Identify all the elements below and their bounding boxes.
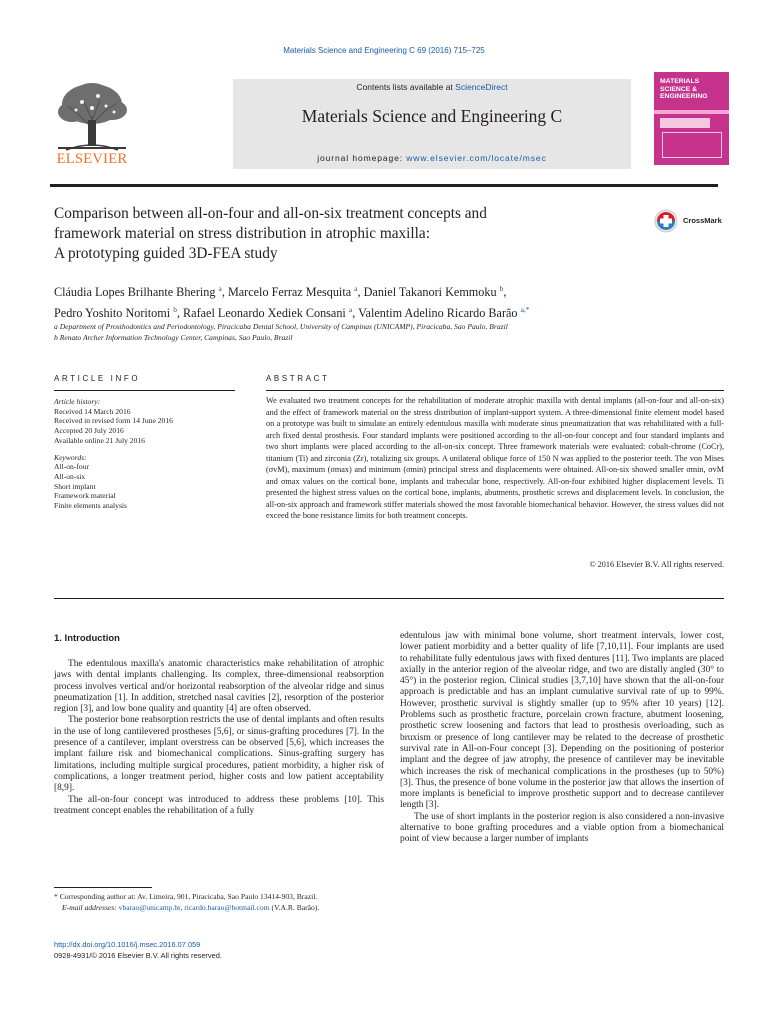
body-left-column xyxy=(54,659,384,817)
history-item: Received in revised form 14 June 2016 xyxy=(54,416,173,426)
abstract-bottom-rule xyxy=(54,598,724,599)
homepage-link[interactable]: www.elsevier.com/locate/msec xyxy=(406,153,547,163)
journal-reference[interactable]: Materials Science and Engineering C 69 (2016) 715–725 xyxy=(283,46,485,55)
author-separator: , xyxy=(352,306,359,321)
affiliations xyxy=(54,322,714,343)
keyword-item: All-on-six xyxy=(54,471,86,481)
email-link-2[interactable]: ricardo.barao@hotmail.com xyxy=(184,902,270,912)
author-name[interactable]: Valentim Adelino Ricardo Barão xyxy=(358,306,518,321)
author-affiliation-mark[interactable]: a,* xyxy=(520,305,530,315)
issn-copyright: 0928-4931/© 2016 Elsevier B.V. All rights reserved. xyxy=(54,950,222,960)
body-paragraph: The use of short implants in the posterior region is also considered a non-invasive alternative to bone grafting procedures and a viable option from a biomechanical point of view because a larger number of implants xyxy=(400,811,724,845)
author-name[interactable]: Cláudia Lopes Brilhante Bhering xyxy=(54,285,216,300)
journal-title: Materials Science and Engineering C xyxy=(301,106,563,126)
affiliation-item xyxy=(54,322,714,333)
author-affiliation-mark[interactable]: a xyxy=(348,305,353,315)
author-name[interactable]: Daniel Takanori Kemmoku xyxy=(363,285,497,300)
author-name[interactable]: Pedro Yoshito Noritomi xyxy=(54,306,171,321)
author-name[interactable]: Marcelo Ferraz Mesquita xyxy=(227,285,352,300)
elsevier-wordmark: ELSEVIER xyxy=(56,151,128,167)
abstract-copyright: © 2016 Elsevier B.V. All rights reserved. xyxy=(589,560,724,569)
cover-stripe xyxy=(654,110,729,114)
body-paragraph: The posterior bone reabsorption restricts the use of dental implants and often results in the use of long cantilevered prostheses [5,6], or sinus-grafting procedures [7]. In the presence of a cantilever, implant overstress can be observed [5,6], which increases the implant failure risk and biomechanical complications. Sinus-grafting surgery has limitations, including multiple surgical procedures, patient morbidity, a higher risk of complications, a longer treatment period, higher costs and low patient acceptability [8,9]. xyxy=(54,715,384,794)
introduction-heading: 1. Introduction xyxy=(54,633,120,644)
title-line-3: A prototyping guided 3D-FEA study xyxy=(54,245,278,262)
header-rule xyxy=(50,184,718,187)
journal-homepage xyxy=(233,153,631,163)
author-separator: , xyxy=(176,306,184,321)
journal-cover-thumbnail[interactable] xyxy=(654,72,729,165)
cover-subtitle-block xyxy=(660,118,710,128)
history-item: Received 14 March 2016 xyxy=(54,406,131,416)
footnote-rule xyxy=(54,887,152,888)
affiliation-text: Department of Prosthodontics and Periodontology, Piracicaba Dental School, University of Campinas (UNICAMP), Piracicaba, Sao Paulo, Brazil xyxy=(59,322,508,331)
doi-link[interactable]: http://dx.doi.org/10.1016/j.msec.2016.07.059 xyxy=(54,940,201,949)
email-label: E-mail addresses: xyxy=(62,902,117,912)
history-item: Accepted 20 July 2016 xyxy=(54,426,124,436)
author-separator: , xyxy=(221,285,228,300)
paper-title xyxy=(54,204,654,264)
title-line-1: Comparison between all-on-four and all-on-six treatment concepts and xyxy=(54,205,487,222)
keyword-item: All-on-four xyxy=(54,462,90,472)
email-link-1[interactable]: vbarao@unicamp.br xyxy=(118,902,181,912)
author-affiliation-mark[interactable]: a xyxy=(354,284,358,293)
author-affiliation-mark[interactable]: b xyxy=(173,305,177,315)
body-paragraph: The all-on-four concept was introduced to address these problems [10]. This treatment concept enables the rehabilitation of a fully xyxy=(54,794,384,816)
title-line-2: framework material on stress distribution in atrophic maxilla: xyxy=(54,225,430,242)
corresponding-author-text: Corresponding author at: Av. Limeira, 901, Piracicaba, Sao Paulo 13414-903, Brazil. xyxy=(59,892,318,901)
abstract-heading: ABSTRACT xyxy=(266,374,330,383)
body-paragraph: The edentulous maxilla's anatomic characteristics make rehabilitation of atrophic jaws with dental implants challenging. Its complex, three-dimensional reabsorption process involves vertical and/or horizontal reabsorption of the alveolar ridge and sinus pneumatization [1]. In addition, stretched nasal cavities [2], resorption of the posterior region [3], and low bone quality and quantity [4] are often observed. xyxy=(54,659,384,715)
affiliation-mark: b xyxy=(54,332,58,342)
cover-title: MATERIALS SCIENCE & ENGINEERING xyxy=(660,78,708,101)
author-name[interactable]: Rafael Leonardo Xediek Consani xyxy=(183,306,346,321)
corresponding-author-footnote: * Corresponding author at: Av. Limeira, 901, Piracicaba, Sao Paulo 13414-903, Brazil. E-mail addresses: vbarao@unicamp.br, ricardo.barao@hotmail.com (V.A.R. Barão). xyxy=(54,892,320,912)
homepage-prefix: journal homepage: xyxy=(317,153,407,163)
keyword-item: Finite elements analysis xyxy=(54,501,127,511)
keyword-item: Framework material xyxy=(54,491,116,501)
author-affiliation-mark[interactable]: a xyxy=(218,284,222,293)
crossmark-label[interactable]: CrossMark xyxy=(683,216,722,225)
author-separator: , xyxy=(503,285,507,300)
abstract-rule xyxy=(266,390,724,391)
doi-block xyxy=(54,940,384,961)
body-paragraph: edentulous jaw with minimal bone volume, short treatment intervals, lower cost, lower patient morbidity and a better quality of life [7,10,11]. Four implants are used to rehabilitate fully edentulous jaws with fixed dentures [11]. Two implants are placed axially in the anterior region of the alveolar ridge, and two are distally angled (30° to 45°) in the posterior region. Clinical studies [3,7,10] have shown that the all-on-four approach is predictable and has an implant cumulative survival rate of up to 99%. However, prosthetic survival is slightly smaller (up to 95% after 10 years) [12]. Problems such as prosthetic fracture, porcelain crown fracture, abutment loosening, prosthetic screw loosening and factors that lead to prosthesis overloading, such as bruxism or presence of long cantilever may be related to the decrease of prosthetic survival rate in All-on-Four concept [3]. Depending on the positioning of posterior implant and the degree of jaw atrophy, the presence of cantilever may be inevitable which increases the risk of mechanical complications in the prostheses (up to 50%) [3]. Thus, the presence of bone volume in the posterior jaw that allows the insertion of more implants is beneficial to improve prosthetic support and to decrease cantilever length [3]. xyxy=(400,631,724,811)
article-info-heading: ARTICLE INFO xyxy=(54,374,141,383)
keywords-label: Keywords: xyxy=(54,452,87,462)
affiliation-item xyxy=(54,333,714,344)
history-item: Available online 21 July 2016 xyxy=(54,435,145,445)
author-affiliation-mark[interactable]: b xyxy=(499,284,504,293)
article-info xyxy=(54,397,234,511)
abstract-body: We evaluated two treatment concepts for the rehabilitation of moderate atrophic maxilla with dental implants (all-on-four and all-on-six) and the effect of framework material on the stress distribution of implant-support system. A three-dimensional finite element model based on a prototype was built to simulate an entirely edentulous maxilla with moderate sinus pneumatization that was rehabilitated with a full-arch fixed dental prosthesis. Four standard implants were positioned according to the all-on-four concept and four standard implants and two short implants were placed according to the all-on-six concept. Three framework materials were evaluated: cobalt-chrome (CoCr), titanium (Ti) and zirconia (Zr), totalizing six groups. A unilateral oblique force of 150 N was applied to the posterior teeth. The von Mises (σvM), maximum (σmax) and minimum (σmin) principal stress and displacements were obtained. All-on-six showed smaller σmin, σvM and σmax values on the cortical bone, implants and trabecular bone, respectively. All-on-four exhibited higher displacement levels. Ti presented the highest stress values on the cortical bone, implants, abutments, prosthetic screws and displacement levels. In conclusion, the all-on-six approach and framework stiffer materials showed the most favorable biomechanical behavior. However, the stress values did not exceed the bone resistance limits for both treatment concepts. xyxy=(266,396,724,520)
author-separator: , xyxy=(357,285,364,300)
footnote-mark: * xyxy=(54,892,58,901)
article-info-rule xyxy=(54,390,235,391)
keyword-item: Short implant xyxy=(54,481,96,491)
history-label: Article history: xyxy=(54,397,101,406)
affiliation-text: Renato Archer Information Technology Center, Campinas, Sao Paulo, Brazil xyxy=(59,332,293,342)
contents-prefix: Contents lists available at xyxy=(356,82,456,92)
cover-image-box xyxy=(662,132,722,158)
affiliation-mark: a xyxy=(54,322,58,331)
contents-line xyxy=(233,82,631,92)
body-right-column xyxy=(400,631,724,846)
sciencedirect-link[interactable]: ScienceDirect xyxy=(455,82,508,92)
email-suffix: (V.A.R. Barão). xyxy=(271,902,320,912)
author-list xyxy=(54,280,714,322)
